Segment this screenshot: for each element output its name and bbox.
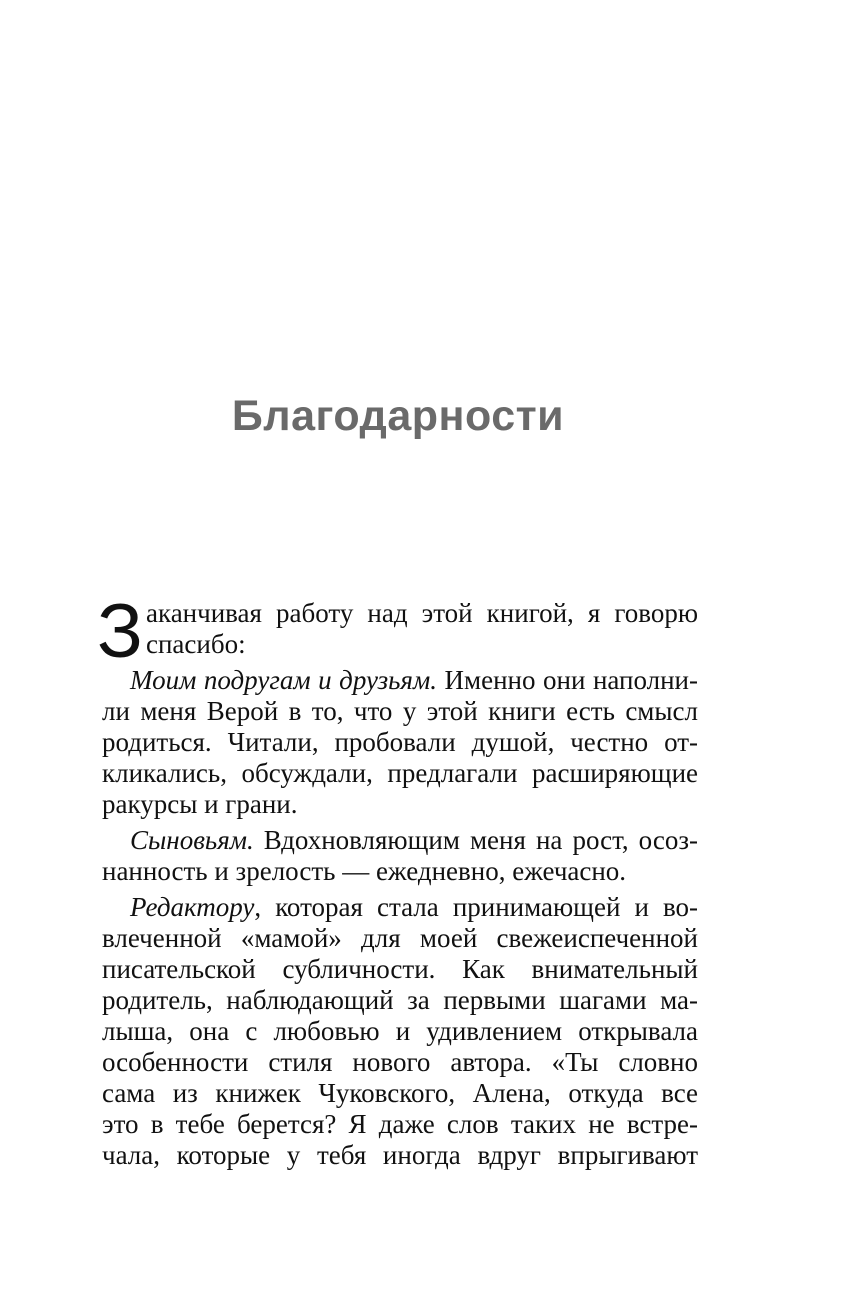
text-line: кликались, обсуждали, предлагали расширяющие [102, 758, 698, 788]
text-line: особенности стиля нового автора. «Ты словно [102, 1047, 698, 1077]
drop-cap: З [97, 589, 143, 674]
paragraph-lead: Редактору [130, 892, 255, 922]
paragraph-lead: Сыновьям. [130, 825, 254, 855]
text-line: Моим подругам и друзьям. Именно они наполни- [130, 665, 698, 695]
text-line: сама из книжек Чуковского, Алена, откуда все [102, 1078, 698, 1108]
text-line: родиться. Читали, пробовали душой, честно от- [102, 727, 698, 757]
text-line: Сыновьям. Вдохновляющим меня на рост, осоз- [130, 825, 698, 855]
text-line: родитель, наблюдающий за первыми шагами ма- [102, 985, 698, 1015]
text-line: нанность и зрелость — ежедневно, ежечасно. [102, 856, 627, 886]
text-line: спасибо: [146, 629, 246, 659]
paragraph-lead: Моим подругам и друзьям. [130, 665, 437, 695]
text-line: лыша, она с любовью и удивлением открывала [102, 1016, 698, 1046]
body-text [97, 589, 698, 1171]
text-line: чала, которые у тебя иногда вдруг впрыгивают [102, 1140, 698, 1170]
text-line: это в тебе берется? Я даже слов таких не встре- [102, 1109, 698, 1139]
text-line: ракурсы и грани. [102, 789, 298, 819]
text-line: писательской субличности. Как внимательный [102, 954, 698, 984]
text-line: влеченной «мамой» для моей свежеиспеченной [102, 923, 698, 953]
text-line: Редактору, которая стала принимающей и во- [130, 892, 698, 922]
text-line: ли меня Верой в то, что у этой книги есть смысл [102, 696, 698, 726]
text-line: аканчивая работу над этой книгой, я говорю [146, 598, 698, 628]
chapter-title: Благодарности [231, 392, 565, 440]
